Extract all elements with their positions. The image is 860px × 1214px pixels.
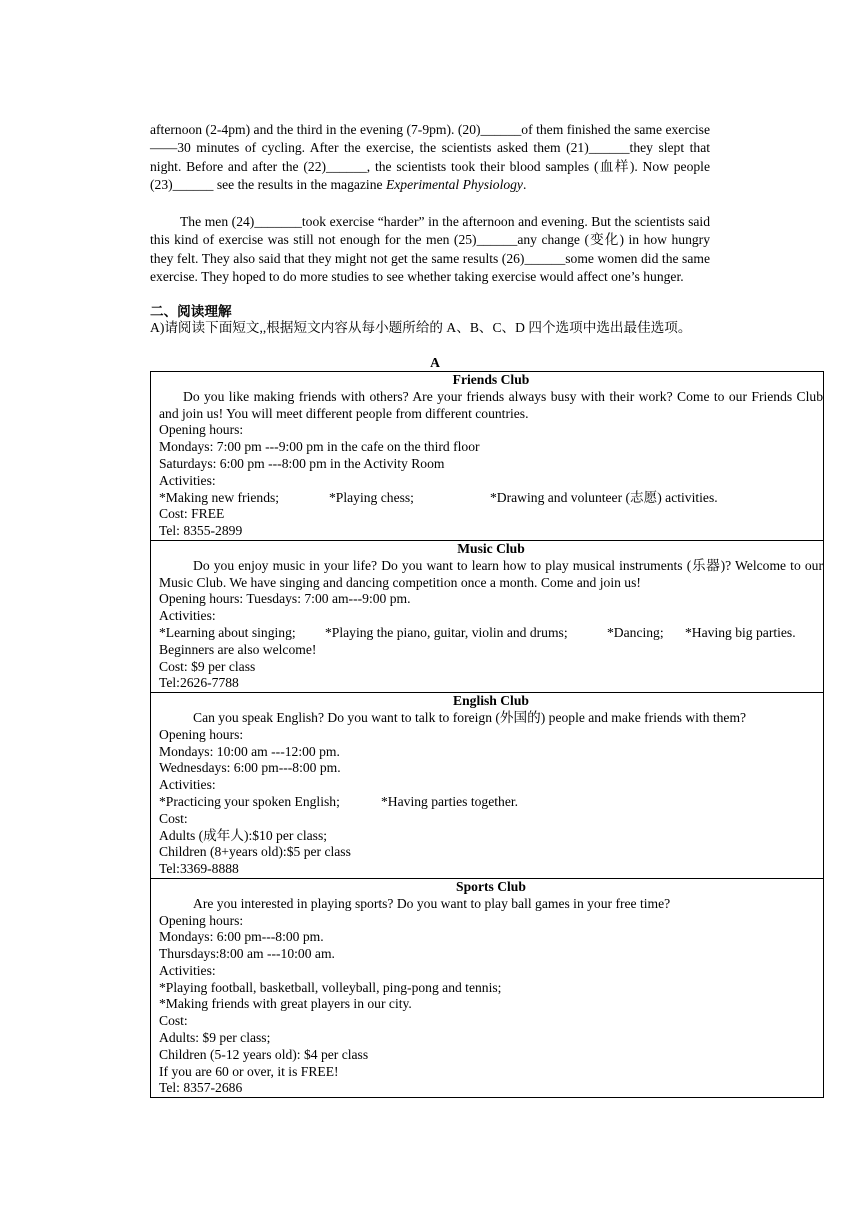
- club-line: Tel:3369-8888: [159, 861, 239, 877]
- clubs-table: [150, 371, 824, 1098]
- club-line: Cost:: [159, 810, 188, 826]
- activity-item: *Dancing;: [607, 624, 664, 640]
- activity-item: *Practicing your spoken English;: [159, 793, 340, 809]
- club-line: Cost: $9 per class: [159, 658, 256, 674]
- club-cell: [151, 540, 824, 692]
- club-line: Activities:: [159, 472, 216, 488]
- club-line: Adults (成年人):$10 per class;: [159, 827, 328, 843]
- activity-item: *Playing the piano, guitar, violin and drums;: [325, 624, 568, 640]
- club-line: Activities:: [159, 962, 216, 978]
- club-line: Adults: $9 per class;: [159, 1030, 271, 1046]
- club-cell: [151, 878, 824, 1097]
- passage-paragraph-2: The men (24)_______took exercise “harder” in the afternoon and evening. But the scientists said this kind of exercise was still not enough for the men (25)______any change (变化) in how hungry they felt. They also said that they might not get the same results (26)______some women did the same exercise. They hoped to do more studies to see whether taking exercise would affect one’s hunger.: [150, 214, 710, 284]
- passage-paragraph-1: [150, 121, 710, 194]
- club-line: Children (5-12 years old): $4 per class: [159, 1046, 369, 1062]
- club-line: Tel: 8357-2686: [159, 1080, 243, 1096]
- magazine-title: Experimental Physiology: [385, 176, 523, 192]
- club-line: Mondays: 10:00 am ---12:00 pm.: [159, 743, 340, 759]
- section-instruction: A)请阅读下面短文,,根据短文内容从每小题所给的 A、B、C、D 四个选项中选出最佳选项。: [150, 320, 692, 335]
- club-intro: Do you like making friends with others? Are your friends always busy with their work? Come to our Friends Club and join us! You will meet different people from different countries.: [159, 388, 823, 421]
- club-line: Tel:2626-7788: [159, 675, 239, 691]
- club-name: Sports Club: [456, 878, 526, 894]
- club-line: Tel: 8355-2899: [159, 523, 243, 539]
- passage-text-end: .: [522, 176, 527, 192]
- activity-item: *Having big parties.: [685, 624, 796, 640]
- club-row-friends: [151, 372, 824, 541]
- club-line: Thursdays:8:00 am ---10:00 am.: [159, 946, 335, 962]
- club-line: Beginners are also welcome!: [159, 641, 317, 657]
- club-line: Opening hours:: [159, 422, 244, 438]
- club-line: Mondays: 6:00 pm---8:00 pm.: [159, 929, 324, 945]
- club-line: Children (8+years old):$5 per class: [159, 844, 351, 860]
- club-intro: Can you speak English? Do you want to talk to foreign (外国的) people and make friends with them?: [193, 709, 747, 725]
- passage-text: afternoon (2-4pm) and the third in the evening (7-9pm). (20)______of them finished the same exercise——30 minutes of cycling. After the exercise, the scientists asked them (21)______they slept that night. Before and after the (22)______, the scientists took their blood samples (血样). Now people (23)______ see the results in the magazine: [150, 122, 710, 192]
- passage-label: A: [430, 355, 440, 370]
- club-activities: [159, 625, 823, 642]
- club-cell: [151, 372, 824, 541]
- activity-item: *Playing chess;: [329, 489, 414, 505]
- club-row-sports: [151, 878, 824, 1097]
- club-row-music: [151, 540, 824, 692]
- club-activities: [159, 490, 823, 507]
- club-line: Cost: FREE: [159, 506, 225, 522]
- club-line: Wednesdays: 6:00 pm---8:00 pm.: [159, 760, 341, 776]
- club-line: *Playing football, basketball, volleyball, ping-pong and tennis;: [159, 979, 502, 995]
- club-line: Opening hours:: [159, 726, 244, 742]
- club-intro: Do you enjoy music in your life? Do you want to learn how to play musical instruments (乐器)? Welcome to our Music Club. We have singing and dancing competition once a month. Come and join us!: [159, 557, 823, 590]
- club-line: Opening hours:: [159, 912, 244, 928]
- club-cell: [151, 693, 824, 879]
- activity-item: *Drawing and volunteer (志愿) activities.: [490, 489, 718, 505]
- section-heading: 二、阅读理解: [150, 304, 232, 319]
- club-name: Friends Club: [452, 372, 530, 387]
- club-line: *Making friends with great players in our city.: [159, 996, 412, 1012]
- club-line: Opening hours: Tuesdays: 7:00 am---9:00 pm.: [159, 591, 411, 607]
- club-activities: [159, 794, 823, 811]
- club-line: Cost:: [159, 1013, 188, 1029]
- club-line: If you are 60 or over, it is FREE!: [159, 1063, 339, 1079]
- club-name: Music Club: [457, 540, 525, 556]
- club-line: Saturdays: 6:00 pm ---8:00 pm in the Activity Room: [159, 455, 445, 471]
- club-line: Mondays: 7:00 pm ---9:00 pm in the cafe on the third floor: [159, 439, 480, 455]
- activity-item: *Having parties together.: [381, 793, 519, 809]
- club-intro: Are you interested in playing sports? Do you want to play ball games in your free time?: [193, 895, 671, 911]
- club-row-english: [151, 693, 824, 879]
- club-name: English Club: [453, 693, 529, 709]
- club-line: Activities:: [159, 777, 216, 793]
- activity-item: *Learning about singing;: [159, 624, 296, 640]
- activity-item: *Making new friends;: [159, 489, 280, 505]
- club-line: Activities:: [159, 608, 216, 624]
